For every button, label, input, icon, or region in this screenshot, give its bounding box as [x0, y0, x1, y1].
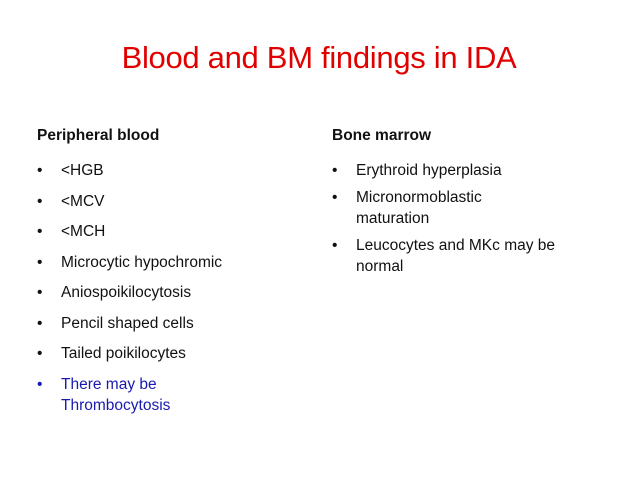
bullet-icon: •: [37, 162, 43, 179]
list-item: [37, 282, 297, 303]
list-item: [332, 235, 607, 277]
bullet-icon: •: [37, 192, 43, 210]
list-item: [37, 313, 297, 334]
bullet-icon: •: [37, 375, 43, 393]
list-item-text-line2: maturation: [356, 210, 430, 227]
slide-title: Blood and BM findings in IDA: [121, 40, 517, 75]
list-item-text: <MCH: [61, 223, 106, 240]
list-item-text-line1: Leucocytes and MKc may be: [356, 237, 556, 254]
bullet-icon: •: [37, 345, 43, 362]
list-item: [37, 252, 297, 273]
peripheral-blood-list: [37, 160, 297, 416]
bullet-icon: •: [37, 284, 43, 301]
list-item: [37, 343, 297, 364]
bone-marrow-column: [332, 126, 607, 283]
list-item-highlight: [37, 374, 297, 416]
list-item: [37, 221, 297, 242]
list-item: [37, 191, 297, 212]
list-item: [332, 187, 607, 229]
bullet-icon: •: [37, 253, 43, 271]
list-item-text: <MCV: [61, 192, 105, 210]
bullet-icon: •: [332, 237, 338, 254]
list-item-text-line1: Micronormoblastic: [356, 189, 482, 206]
list-item-text: Erythroid hyperplasia: [356, 162, 502, 179]
list-item-text-line2: normal: [356, 258, 404, 275]
list-item-text-line2: Thrombocytosis: [61, 396, 171, 414]
bone-marrow-list: [332, 160, 607, 277]
bullet-icon: •: [332, 162, 338, 179]
list-item-text: Microcytic hypochromic: [61, 253, 223, 271]
peripheral-blood-column: [37, 126, 297, 425]
bone-marrow-heading: Bone marrow: [332, 127, 432, 144]
list-item-text: <HGB: [61, 162, 104, 179]
bullet-icon: •: [37, 223, 43, 240]
list-item: [37, 160, 297, 181]
list-item-text: Pencil shaped cells: [61, 314, 194, 332]
list-item-text-line1: There may be: [61, 375, 157, 393]
bullet-icon: •: [37, 314, 43, 332]
list-item-text: Tailed poikilocytes: [61, 345, 186, 362]
peripheral-blood-heading: Peripheral blood: [37, 127, 160, 144]
list-item-text: Aniospoikilocytosis: [61, 284, 192, 301]
list-item: [332, 160, 607, 181]
bullet-icon: •: [332, 189, 338, 206]
